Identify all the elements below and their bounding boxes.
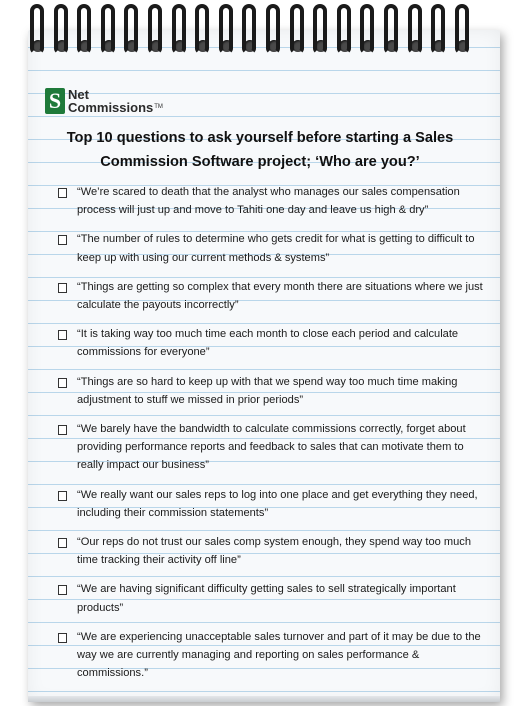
logo-wordmark (68, 88, 163, 114)
spiral-coil (30, 4, 44, 54)
spiral-coil (384, 4, 398, 54)
spiral-coil (337, 4, 351, 54)
list-item (58, 486, 486, 522)
checkbox-icon (58, 378, 67, 388)
item-text: “The number of rules to determine who gets credit for what is getting to difficult to keep up with using our current methods & systems” (77, 233, 475, 264)
logo-trademark: TM (154, 104, 163, 110)
spiral-coil (408, 4, 422, 54)
item-text: “Things are getting so complex that every month there are situations where we just calculate the payouts incorrectly” (77, 280, 483, 312)
checkbox-icon (58, 425, 67, 435)
list-item (58, 373, 486, 409)
checkbox-icon (58, 283, 67, 293)
checkbox-icon (58, 188, 67, 198)
spiral-coil (431, 4, 445, 54)
item-text: “Our reps do not trust our sales comp system enough, they spend way too much time tracking their activity off line” (77, 536, 472, 567)
spiral-coil (290, 4, 304, 54)
list-item (58, 533, 486, 569)
spiral-binding (30, 0, 490, 60)
item-text: “We’re scared to death that the analyst who manages our sales compensation process will just up and move to Tahiti one day and leave us high & dry” (77, 186, 460, 217)
spiral-coil (148, 4, 162, 54)
item-text: “We are experiencing unacceptable sales turnover and part of it may be due to the way we are currently managing and reporting on sales performance & commissions.” (77, 630, 481, 680)
checkbox-icon (58, 585, 67, 595)
title-line-1: Top 10 questions to ask yourself before starting a Sales (66, 130, 454, 146)
title-line-2: Commission Software project; ‘Who are you?’ (100, 154, 420, 170)
item-text: “We barely have the bandwidth to calculate commissions correctly, forget about providing performance reports and feedback to sales that can motivate them to really impact our business” (77, 423, 466, 472)
spiral-coil (124, 4, 138, 54)
list-item (58, 183, 486, 219)
spiral-coil (172, 4, 186, 54)
list-item (58, 325, 486, 361)
spiral-coil (77, 4, 91, 54)
company-logo (45, 88, 163, 118)
item-text: “We really want our sales reps to log into one place and get everything they need, including their commission statements” (77, 488, 478, 519)
spiral-coil (313, 4, 327, 54)
logo-mark-icon (45, 88, 65, 114)
spiral-coil (242, 4, 256, 54)
item-text: “It is taking way too much time each month to close each period and calculate commissions for everyone” (77, 328, 459, 359)
logo-line-1: Net (68, 87, 89, 102)
list-item (58, 580, 486, 616)
spiral-coil (219, 4, 233, 54)
page-title (40, 126, 480, 174)
checkbox-icon (58, 491, 67, 501)
checkbox-icon (58, 235, 67, 245)
item-text: “We are having significant difficulty getting sales to sell strategically important products” (77, 583, 456, 614)
checkbox-icon (58, 538, 67, 548)
spiral-coil (101, 4, 115, 54)
spiral-coil (360, 4, 374, 54)
spiral-coil (195, 4, 209, 54)
list-item (58, 628, 486, 683)
list-item (58, 420, 486, 475)
logo-line-2: Commissions (68, 100, 154, 115)
spiral-coil (455, 4, 469, 54)
spiral-coil (54, 4, 68, 54)
list-item (58, 230, 486, 266)
item-text: “Things are so hard to keep up with that we spend way too much time making adjustment to stuff we missed in prior periods” (77, 375, 458, 406)
question-list (58, 183, 486, 693)
list-item (58, 278, 486, 314)
spiral-coil (266, 4, 280, 54)
checkbox-icon (58, 330, 67, 340)
logo-mark-letter: S (48, 88, 62, 113)
checkbox-icon (58, 633, 67, 643)
